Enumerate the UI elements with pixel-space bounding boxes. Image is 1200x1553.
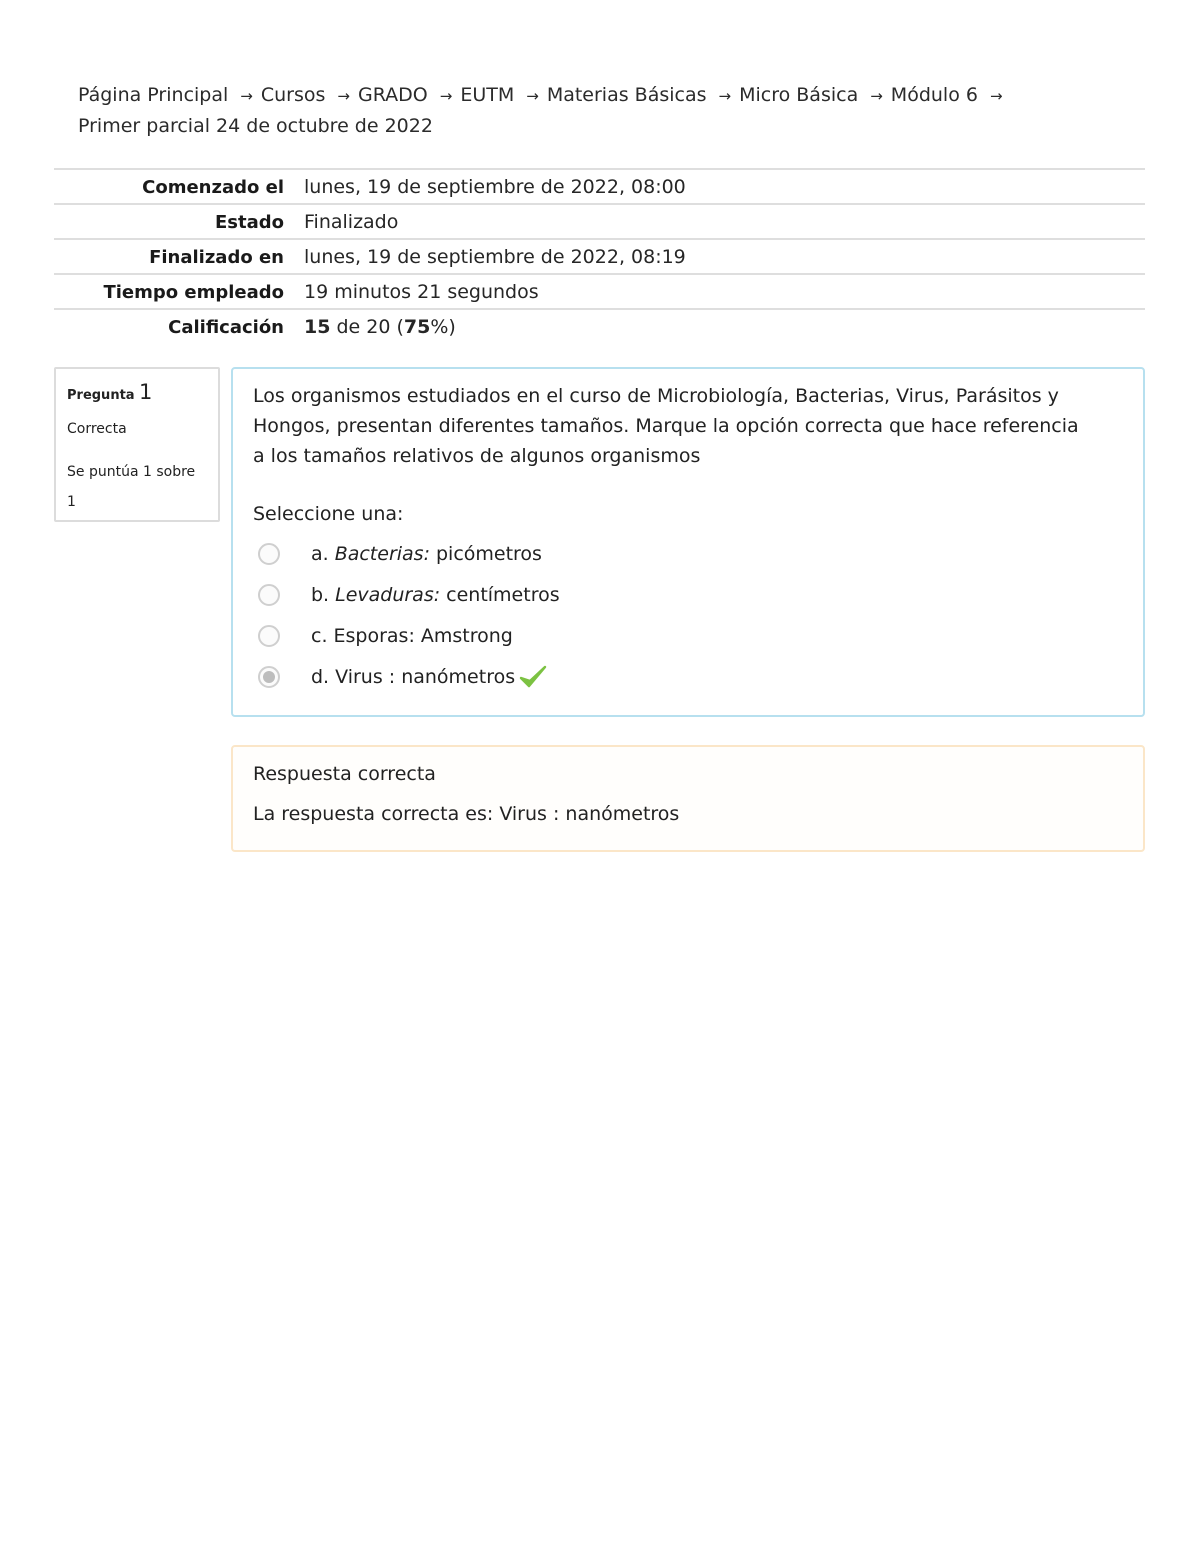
grade-percent: 75 [403,316,431,338]
breadcrumb-item-materias-basicas[interactable]: Materias Básicas [546,84,707,106]
question-number [67,377,207,411]
summary-value [296,309,1145,343]
question-grade: Se puntúa 1 sobre 1 [67,464,196,510]
breadcrumb-item-grado[interactable]: GRADO [357,84,428,106]
summary-label: Calificación [168,316,284,338]
answer-letter: c. [311,624,328,647]
summary-value: Finalizado [304,211,399,233]
breadcrumb-item-modulo-6[interactable]: Módulo 6 [890,84,978,106]
answer-option-b[interactable] [253,574,1123,615]
grade-suffix: %) [430,316,456,338]
answer-text: Virus : nanómetros [335,665,516,688]
summary-label: Finalizado en [149,246,284,268]
answer-text: Esporas: Amstrong [333,624,513,647]
breadcrumb-separator: → [526,87,539,105]
answer-text: picómetros [435,542,542,565]
summary-row-state [54,204,1145,239]
check-icon [519,664,547,690]
breadcrumb-item-cursos[interactable]: Cursos [260,84,326,106]
answer-text: centímetros [446,583,560,606]
grade-of: de 20 ( [336,316,404,338]
summary-value: lunes, 19 de septiembre de 2022, 08:00 [304,176,686,198]
attempt-summary-table [54,168,1145,343]
answer-letter: a. [311,542,329,565]
feedback-box [231,745,1145,852]
breadcrumb-item-micro-basica[interactable]: Micro Básica [739,84,859,106]
question-content-box [231,367,1145,717]
summary-row-time [54,274,1145,309]
question-text: Los organismos estudiados en el curso de Microbiología, Bacterias, Virus, Parásitos y Hongos, presentan diferentes tamaños. Marque la opción correcta que hace referencia a los tamaños relativos de algunos organismos [253,385,1079,467]
summary-row-finished [54,239,1145,274]
breadcrumb-separator: → [337,87,350,105]
breadcrumb-separator: → [439,87,453,105]
summary-label: Comenzado el [142,176,284,198]
question-prompt: Seleccione una: [253,503,404,525]
question-label: Pregunta [67,388,135,403]
answer-list [253,533,1123,697]
breadcrumb-current-quiz[interactable]: Primer parcial 24 de octubre de 2022 [78,115,433,137]
breadcrumb-item-eutm[interactable]: EUTM [460,84,515,106]
summary-value: lunes, 19 de septiembre de 2022, 08:19 [304,246,686,268]
question-info-box [54,367,220,522]
summary-label: Estado [214,211,284,233]
answer-letter: d. [311,665,330,688]
answer-option-d[interactable] [253,656,1123,697]
radio-button[interactable] [258,625,280,647]
summary-row-started [54,169,1145,204]
summary-row-grade [54,309,1145,343]
answer-option-a[interactable] [253,533,1123,574]
radio-button[interactable] [258,543,280,565]
answer-option-c[interactable] [253,615,1123,656]
grade-score: 15 [304,316,331,338]
feedback-right-answer: La respuesta correcta es: Virus : nanómetros [253,803,680,825]
feedback-title: Respuesta correcta [253,763,436,785]
answer-italic: Levaduras: [335,583,441,606]
question-number-value: 1 [139,380,153,404]
radio-button-selected[interactable] [258,666,280,688]
summary-value: 19 minutos 21 segundos [304,281,539,303]
answer-italic: Bacterias: [334,542,430,565]
breadcrumb-separator: → [870,87,883,105]
radio-button[interactable] [258,584,280,606]
breadcrumb [78,80,1078,141]
breadcrumb-separator: → [989,87,1003,105]
question-state: Correcta [67,421,127,437]
summary-label: Tiempo empleado [103,281,284,303]
breadcrumb-separator: → [718,87,732,105]
breadcrumb-separator: → [240,87,253,105]
breadcrumb-item-pagina-principal[interactable]: Página Principal [78,84,229,106]
answer-letter: b. [311,583,330,606]
